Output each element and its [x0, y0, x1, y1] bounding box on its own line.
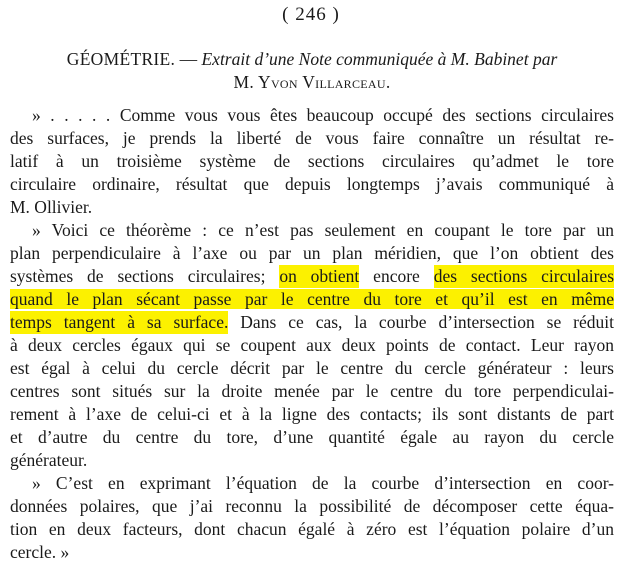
text-fragment: systèmes de sections circulaires;	[10, 266, 266, 286]
text-line: des surfaces, je prends la liberté de vous faire connaître un résultat re-	[10, 128, 614, 148]
text-line: rement à l’axe de celui-ci et à la ligne des contacts; ils sont distants de part	[10, 404, 614, 424]
text-line: données polaires, que j’ai reconnu la possibilité de décomposer cette équa-	[10, 496, 614, 516]
text-line: latif à un troisième système de sections circulaires qu’admet le tore	[10, 151, 614, 171]
text-fragment: encore	[373, 266, 420, 286]
section-label: GÉOMÉTRIE.	[66, 49, 176, 69]
highlighted-text: temps tangent à sa surface.	[10, 312, 229, 332]
text-line: générateur.	[10, 450, 88, 470]
text-line-mixed	[10, 265, 614, 288]
highlighted-text: des sections circulaires	[433, 266, 615, 286]
text-line: circulaire ordinaire, résultat que depuis longtemps j’avais communiqué à	[10, 174, 614, 194]
text-line: » . . . . . Comme vous vous êtes beaucoup occupé des sections circulaires	[32, 105, 614, 125]
highlighted-text: on obtient	[279, 266, 360, 286]
text-line: cercle. »	[10, 542, 70, 562]
text-line-highlighted	[10, 288, 614, 311]
paragraph-3	[10, 472, 614, 564]
article-title: Extrait d’une Note communiquée à M. Babinet	[201, 49, 529, 69]
article-body	[10, 104, 614, 564]
text-fragment: Dans ce cas, la courbe d’intersection se réduit	[240, 312, 614, 332]
heading-dash: —	[179, 49, 198, 69]
text-line: » Voici ce théorème : ce n’est pas seulement en coupant le tore par un	[32, 220, 614, 240]
text-line: et d’autre du centre du tore, d’une quantité égale au rayon du cercle	[10, 427, 614, 447]
article-author: M. Yvon Villarceau.	[233, 72, 391, 92]
text-line: centres sont situés sur la droite menée par le centre du tore perpendiculai-	[10, 381, 614, 401]
article-title-par: par	[532, 49, 558, 69]
text-line: tion en deux facteurs, dont chacun égalé à zéro est l’équation polaire d’un	[10, 519, 614, 539]
text-line: M. Ollivier.	[10, 197, 93, 217]
article-heading	[10, 48, 614, 71]
highlighted-text: quand le plan sécant passe par le centre du tore et qu’il est en même	[10, 289, 614, 309]
paragraph-1	[10, 104, 614, 219]
text-line: est égal à celui du cercle décrit par le centre du cercle générateur : leurs	[10, 358, 614, 378]
text-line-mixed	[10, 311, 614, 334]
page-number: ( 246 )	[282, 4, 340, 25]
text-line: plan perpendiculaire à l’axe ou par un plan méridien, que l’on obtient des	[10, 243, 614, 263]
text-line: » C’est en exprimant l’équation de la courbe d’intersection en coor-	[32, 473, 614, 493]
paragraph-2	[10, 219, 614, 472]
text-line: à deux cercles égaux qui se coupent aux deux points de contact. Leur rayon	[10, 335, 614, 355]
